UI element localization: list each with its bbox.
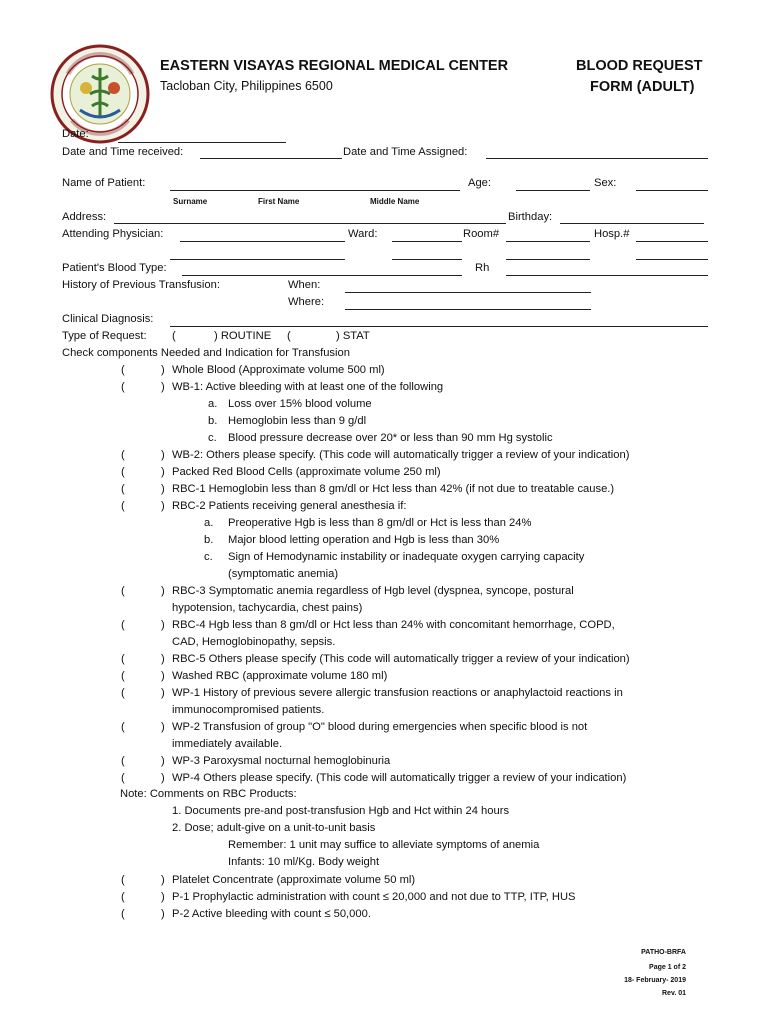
checkbox-open-paren[interactable]: ( — [121, 500, 125, 512]
where-field[interactable] — [345, 309, 591, 310]
patient-name-field[interactable] — [170, 190, 460, 191]
birthday-field[interactable] — [560, 223, 704, 224]
checklist-item-label: WP-2 Transfusion of group "O" blood during emergencies when specific blood is not — [172, 721, 588, 733]
age-label: Age: — [468, 177, 492, 189]
list-marker: c. — [204, 551, 213, 563]
first-name-caption: First Name — [258, 197, 300, 206]
hosp-label: Hosp.# — [594, 228, 630, 240]
checklist-item-label: WB-1: Active bleeding with at least one of the following — [172, 381, 444, 393]
wb1-criterion: Hemoglobin less than 9 g/dl — [228, 415, 367, 427]
hosp-field[interactable] — [636, 241, 708, 242]
rbc2-criterion: Major blood letting operation and Hgb is less than 30% — [228, 534, 500, 546]
checkbox-open-paren[interactable]: ( — [121, 755, 125, 767]
checkbox-open-paren[interactable]: ( — [121, 908, 125, 920]
wb1-criterion: Blood pressure decrease over 20* or less than 90 mm Hg systolic — [228, 432, 553, 444]
room-label: Room# — [463, 228, 500, 240]
checklist-item-label: RBC-1 Hemoglobin less than 8 gm/dl or Hct less than 42% (if not due to treatable cause.) — [172, 483, 615, 495]
checklist-item-label: WB-2: Others please specify. (This code will automatically trigger a review of your indication) — [172, 449, 630, 461]
checkbox-close-paren[interactable]: ) — [161, 755, 165, 767]
checkbox-close-paren[interactable]: ) — [161, 585, 165, 597]
checklist-item-label: RBC-3 Symptomatic anemia regardless of Hgb level (dyspnea, syncope, postural — [172, 585, 574, 597]
list-marker: b. — [204, 534, 214, 546]
page-number: Page 1 of 2 — [649, 964, 686, 971]
diagnosis-label: Clinical Diagnosis: — [62, 313, 154, 325]
date-assigned-field[interactable] — [486, 158, 708, 159]
checkbox-close-paren[interactable]: ) — [161, 500, 165, 512]
checkbox-close-paren[interactable]: ) — [161, 721, 165, 733]
stat-option[interactable]: ) STAT — [336, 330, 370, 342]
form-title-line1: BLOOD REQUEST — [576, 58, 703, 74]
checklist-item-label: WP-4 Others please specify. (This code will automatically trigger a review of your indication) — [172, 772, 627, 784]
stat-open-paren[interactable]: ( — [287, 330, 291, 342]
blood-type-label: Patient's Blood Type: — [62, 262, 167, 274]
request-type-label: Type of Request: — [62, 330, 147, 342]
birthday-label: Birthday: — [508, 211, 553, 223]
checkbox-close-paren[interactable]: ) — [161, 449, 165, 461]
check-components-heading: Check components Needed and Indication for Transfusion — [62, 347, 350, 359]
checklist-item-label: Washed RBC (approximate volume 180 ml) — [172, 670, 388, 682]
age-field[interactable] — [516, 190, 590, 191]
where-label: Where: — [288, 296, 325, 308]
routine-open-paren[interactable]: ( — [172, 330, 176, 342]
checkbox-close-paren[interactable]: ) — [161, 619, 165, 631]
wp2-continuation: immediately available. — [172, 738, 283, 750]
diagnosis-field[interactable] — [170, 326, 708, 327]
form-code: PATHO-BRFA — [641, 949, 686, 956]
checkbox-open-paren[interactable]: ( — [121, 585, 125, 597]
notes-title: Note: Comments on RBC Products: — [120, 788, 297, 800]
room-field[interactable] — [506, 241, 590, 242]
rbc3-continuation: hypotension, tachycardia, chest pains) — [172, 602, 363, 614]
checklist-item-label: WP-1 History of previous severe allergic transfusion reactions or anaphylactoid reactions in — [172, 687, 623, 699]
checklist-item-label: RBC-5 Others please specify (This code will automatically trigger a review of your indication) — [172, 653, 630, 665]
physician-field[interactable] — [180, 241, 345, 242]
checkbox-open-paren[interactable]: ( — [121, 891, 125, 903]
blank-line[interactable] — [392, 259, 462, 260]
checkbox-open-paren[interactable]: ( — [121, 721, 125, 733]
list-marker: b. — [208, 415, 218, 427]
wp1-continuation: immunocompromised patients. — [172, 704, 325, 716]
checkbox-open-paren[interactable]: ( — [121, 653, 125, 665]
sex-label: Sex: — [594, 177, 617, 189]
blank-line[interactable] — [636, 259, 708, 260]
list-marker: a. — [204, 517, 214, 529]
note-item: 1. Documents pre-and post-transfusion Hgb and Hct within 24 hours — [172, 805, 510, 817]
list-marker: c. — [208, 432, 217, 444]
date-assigned-label: Date and Time Assigned: — [343, 146, 468, 158]
checkbox-open-paren[interactable]: ( — [121, 772, 125, 784]
checklist-item-label: Platelet Concentrate (approximate volume 50 ml) — [172, 874, 416, 886]
rbc2-criterion: Sign of Hemodynamic instability or inadequate oxygen carrying capacity — [228, 551, 585, 563]
organization-address: Tacloban City, Philippines 6500 — [160, 79, 333, 93]
checkbox-close-paren[interactable]: ) — [161, 772, 165, 784]
wb1-criterion: Loss over 15% blood volume — [228, 398, 372, 410]
checklist-item-label: Packed Red Blood Cells (approximate volume 250 ml) — [172, 466, 441, 478]
checkbox-open-paren[interactable]: ( — [121, 687, 125, 699]
checklist-item-label: WP-3 Paroxysmal nocturnal hemoglobinuria — [172, 755, 391, 767]
rbc2-criterion: Preoperative Hgb is less than 8 gm/dl or Hct is less than 24% — [228, 517, 532, 529]
rbc4-continuation: CAD, Hemoglobinopathy, sepsis. — [172, 636, 336, 648]
checkbox-close-paren[interactable]: ) — [161, 483, 165, 495]
address-field[interactable] — [114, 223, 506, 224]
checkbox-open-paren[interactable]: ( — [121, 381, 125, 393]
checkbox-close-paren[interactable]: ) — [161, 670, 165, 682]
list-marker: a. — [208, 398, 218, 410]
ward-field[interactable] — [392, 241, 462, 242]
rbc2-criterion-cont: (symptomatic anemia) — [228, 568, 339, 580]
physician-label: Attending Physician: — [62, 228, 164, 240]
revision-date: 18- February- 2019 — [624, 977, 686, 984]
checkbox-close-paren[interactable]: ) — [161, 364, 165, 376]
checklist-item-label: RBC-2 Patients receiving general anesthesia if: — [172, 500, 407, 512]
organization-name: EASTERN VISAYAS REGIONAL MEDICAL CENTER — [160, 58, 509, 74]
rh-label: Rh — [475, 262, 490, 274]
checkbox-open-paren[interactable]: ( — [121, 483, 125, 495]
blank-line[interactable] — [170, 259, 345, 260]
checklist-item-label: Whole Blood (Approximate volume 500 ml) — [172, 364, 385, 376]
patient-name-label: Name of Patient: — [62, 177, 146, 189]
address-label: Address: — [62, 211, 107, 223]
note-item: Remember: 1 unit may suffice to alleviate symptoms of anemia — [228, 839, 540, 851]
checklist-item-label: P-1 Prophylactic administration with count ≤ 20,000 and not due to TTP, ITP, HUS — [172, 891, 576, 903]
date-label: Date: — [62, 128, 89, 140]
when-label: When: — [288, 279, 321, 291]
note-item: Infants: 10 ml/Kg. Body weight — [228, 856, 380, 868]
history-label: History of Previous Transfusion: — [62, 279, 220, 291]
checklist-item-label: P-2 Active bleeding with count ≤ 50,000. — [172, 908, 371, 920]
checkbox-close-paren[interactable]: ) — [161, 891, 165, 903]
checkbox-open-paren[interactable]: ( — [121, 449, 125, 461]
checkbox-open-paren[interactable]: ( — [121, 670, 125, 682]
checkbox-close-paren[interactable]: ) — [161, 687, 165, 699]
surname-caption: Surname — [173, 197, 208, 206]
rh-field[interactable] — [506, 275, 708, 276]
routine-option[interactable]: ) ROUTINE — [214, 330, 272, 342]
note-item: 2. Dose; adult-give on a unit-to-unit basis — [172, 822, 376, 834]
checkbox-open-paren[interactable]: ( — [121, 466, 125, 478]
checkbox-open-paren[interactable]: ( — [121, 874, 125, 886]
date-field[interactable] — [118, 142, 286, 143]
form-title-line2: FORM (ADULT) — [590, 79, 695, 95]
date-received-label: Date and Time received: — [62, 146, 184, 158]
checkbox-close-paren[interactable]: ) — [161, 466, 165, 478]
checkbox-open-paren[interactable]: ( — [121, 619, 125, 631]
blank-line[interactable] — [506, 259, 590, 260]
checkbox-close-paren[interactable]: ) — [161, 908, 165, 920]
sex-field[interactable] — [636, 190, 708, 191]
blood-type-field[interactable] — [182, 275, 462, 276]
revision-number: Rev. 01 — [662, 990, 686, 997]
date-received-field[interactable] — [200, 158, 342, 159]
checkbox-close-paren[interactable]: ) — [161, 653, 165, 665]
when-field[interactable] — [345, 292, 591, 293]
checkbox-open-paren[interactable]: ( — [121, 364, 125, 376]
checklist-item-label: RBC-4 Hgb less than 8 gm/dl or Hct less than 24% with concomitant hemorrhage, COPD, — [172, 619, 615, 631]
checkbox-close-paren[interactable]: ) — [161, 381, 165, 393]
checkbox-close-paren[interactable]: ) — [161, 874, 165, 886]
middle-name-caption: Middle Name — [370, 197, 420, 206]
ward-label: Ward: — [348, 228, 378, 240]
